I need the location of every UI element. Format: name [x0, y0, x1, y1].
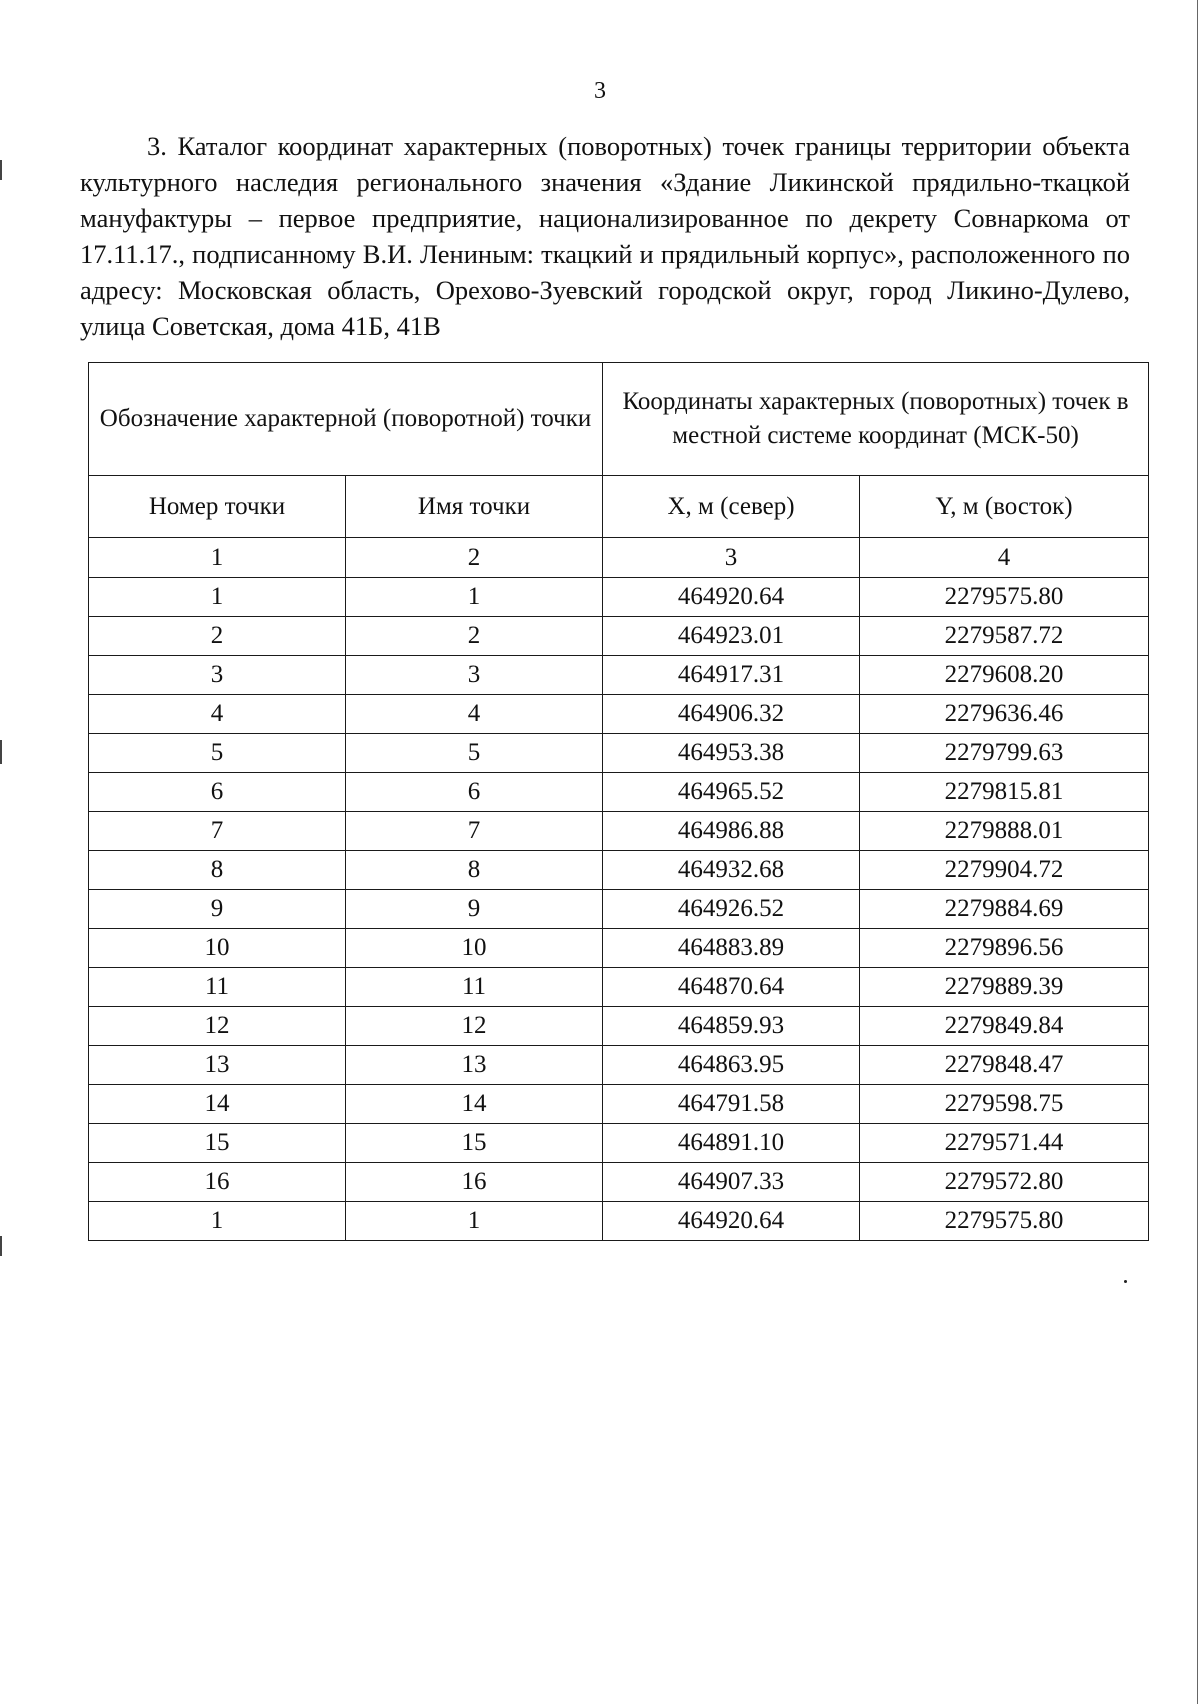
y-coordinate-cell: 2279572.80: [860, 1163, 1149, 1202]
scan-edge-mark: [0, 160, 2, 180]
x-coordinate-cell: 464883.89: [603, 929, 860, 968]
point-name-cell: 9: [346, 890, 603, 929]
point-name-cell: 2: [346, 617, 603, 656]
column-header-y: Y, м (восток): [860, 476, 1149, 538]
y-coordinate-cell: 2279815.81: [860, 773, 1149, 812]
point-number-cell: 2: [89, 617, 346, 656]
column-number: 4: [860, 538, 1149, 578]
point-number-cell: 13: [89, 1046, 346, 1085]
column-number: 3: [603, 538, 860, 578]
y-coordinate-cell: 2279849.84: [860, 1007, 1149, 1046]
table-row: [89, 1202, 1149, 1241]
page-number: 3: [594, 78, 606, 104]
point-number-cell: 7: [89, 812, 346, 851]
y-coordinate-cell: 2279575.80: [860, 1202, 1149, 1241]
designation-group-header: Обозначение характерной (поворотной) точки: [89, 363, 603, 476]
x-coordinate-cell: 464791.58: [603, 1085, 860, 1124]
coordinates-group-header: Координаты характерных (поворотных) точек в местной системе координат (МСК-50): [603, 363, 1149, 476]
point-number-cell: 12: [89, 1007, 346, 1046]
x-coordinate-cell: 464932.68: [603, 851, 860, 890]
table-row: [89, 1046, 1149, 1085]
point-name-cell: 4: [346, 695, 603, 734]
table-row: [89, 812, 1149, 851]
scan-edge-mark: [1197, 0, 1198, 1704]
y-coordinate-cell: 2279575.80: [860, 578, 1149, 617]
y-coordinate-cell: 2279799.63: [860, 734, 1149, 773]
point-number-cell: 8: [89, 851, 346, 890]
point-number-cell: 14: [89, 1085, 346, 1124]
column-number: 1: [89, 538, 346, 578]
x-coordinate-cell: 464920.64: [603, 578, 860, 617]
point-number-cell: 4: [89, 695, 346, 734]
point-number-cell: 5: [89, 734, 346, 773]
table-row: [89, 1007, 1149, 1046]
table-row: [89, 851, 1149, 890]
column-number-row: [89, 538, 1149, 578]
x-coordinate-cell: 464917.31: [603, 656, 860, 695]
point-name-cell: 1: [346, 578, 603, 617]
x-coordinate-cell: 464986.88: [603, 812, 860, 851]
x-coordinate-cell: 464870.64: [603, 968, 860, 1007]
point-number-cell: 1: [89, 1202, 346, 1241]
point-name-cell: 15: [346, 1124, 603, 1163]
y-coordinate-cell: 2279888.01: [860, 812, 1149, 851]
y-coordinate-cell: 2279884.69: [860, 890, 1149, 929]
y-coordinate-cell: 2279848.47: [860, 1046, 1149, 1085]
x-coordinate-cell: 464920.64: [603, 1202, 860, 1241]
table-row: [89, 656, 1149, 695]
y-coordinate-cell: 2279889.39: [860, 968, 1149, 1007]
table-row: [89, 734, 1149, 773]
scan-edge-mark: [0, 740, 2, 764]
table-row: [89, 695, 1149, 734]
x-coordinate-cell: 464923.01: [603, 617, 860, 656]
stray-dot: [1124, 1280, 1127, 1283]
table-row: [89, 578, 1149, 617]
y-coordinate-cell: 2279608.20: [860, 656, 1149, 695]
point-name-cell: 10: [346, 929, 603, 968]
scan-edge-mark: [0, 1236, 2, 1256]
point-number-cell: 15: [89, 1124, 346, 1163]
point-number-cell: 3: [89, 656, 346, 695]
point-name-cell: 3: [346, 656, 603, 695]
table-row: [89, 1163, 1149, 1202]
column-header-point-name: Имя точки: [346, 476, 603, 538]
point-name-cell: 8: [346, 851, 603, 890]
y-coordinate-cell: 2279598.75: [860, 1085, 1149, 1124]
y-coordinate-cell: 2279571.44: [860, 1124, 1149, 1163]
table-row: [89, 617, 1149, 656]
y-coordinate-cell: 2279904.72: [860, 851, 1149, 890]
catalog-description: 3. Каталог координат характерных (поворотных) точек границы территории объекта культурного наследия регионального значения «Здание Ликинской прядильно-ткацкой мануфактуры – первое предприятие, национализированное по декрету Совнаркома от 17.11.17., подписанному В.И. Лениным: ткацкий и прядильный корпус», расположенного по адресу: Московская область, Орехово-Зуевский городской округ, город Ликино-Дулево, улица Советская, дома 41Б, 41В: [80, 131, 1130, 341]
point-name-cell: 6: [346, 773, 603, 812]
column-header-row: [89, 476, 1149, 538]
table-row: [89, 968, 1149, 1007]
point-name-cell: 5: [346, 734, 603, 773]
table-row: [89, 890, 1149, 929]
point-name-cell: 11: [346, 968, 603, 1007]
point-number-cell: 10: [89, 929, 346, 968]
point-name-cell: 13: [346, 1046, 603, 1085]
coordinates-table: [88, 362, 1149, 1241]
x-coordinate-cell: 464859.93: [603, 1007, 860, 1046]
x-coordinate-cell: 464926.52: [603, 890, 860, 929]
y-coordinate-cell: 2279636.46: [860, 695, 1149, 734]
point-name-cell: 7: [346, 812, 603, 851]
point-number-cell: 16: [89, 1163, 346, 1202]
point-number-cell: 6: [89, 773, 346, 812]
table-row: [89, 1085, 1149, 1124]
column-header-x: X, м (север): [603, 476, 860, 538]
point-name-cell: 1: [346, 1202, 603, 1241]
column-number: 2: [346, 538, 603, 578]
x-coordinate-cell: 464906.32: [603, 695, 860, 734]
point-name-cell: 12: [346, 1007, 603, 1046]
x-coordinate-cell: 464907.33: [603, 1163, 860, 1202]
column-header-point-number: Номер точки: [89, 476, 346, 538]
point-name-cell: 14: [346, 1085, 603, 1124]
y-coordinate-cell: 2279896.56: [860, 929, 1149, 968]
y-coordinate-cell: 2279587.72: [860, 617, 1149, 656]
x-coordinate-cell: 464965.52: [603, 773, 860, 812]
point-number-cell: 1: [89, 578, 346, 617]
group-header-row: [89, 363, 1149, 476]
point-number-cell: 11: [89, 968, 346, 1007]
point-name-cell: 16: [346, 1163, 603, 1202]
x-coordinate-cell: 464863.95: [603, 1046, 860, 1085]
table-row: [89, 773, 1149, 812]
table-row: [89, 929, 1149, 968]
x-coordinate-cell: 464953.38: [603, 734, 860, 773]
x-coordinate-cell: 464891.10: [603, 1124, 860, 1163]
point-number-cell: 9: [89, 890, 346, 929]
table-row: [89, 1124, 1149, 1163]
